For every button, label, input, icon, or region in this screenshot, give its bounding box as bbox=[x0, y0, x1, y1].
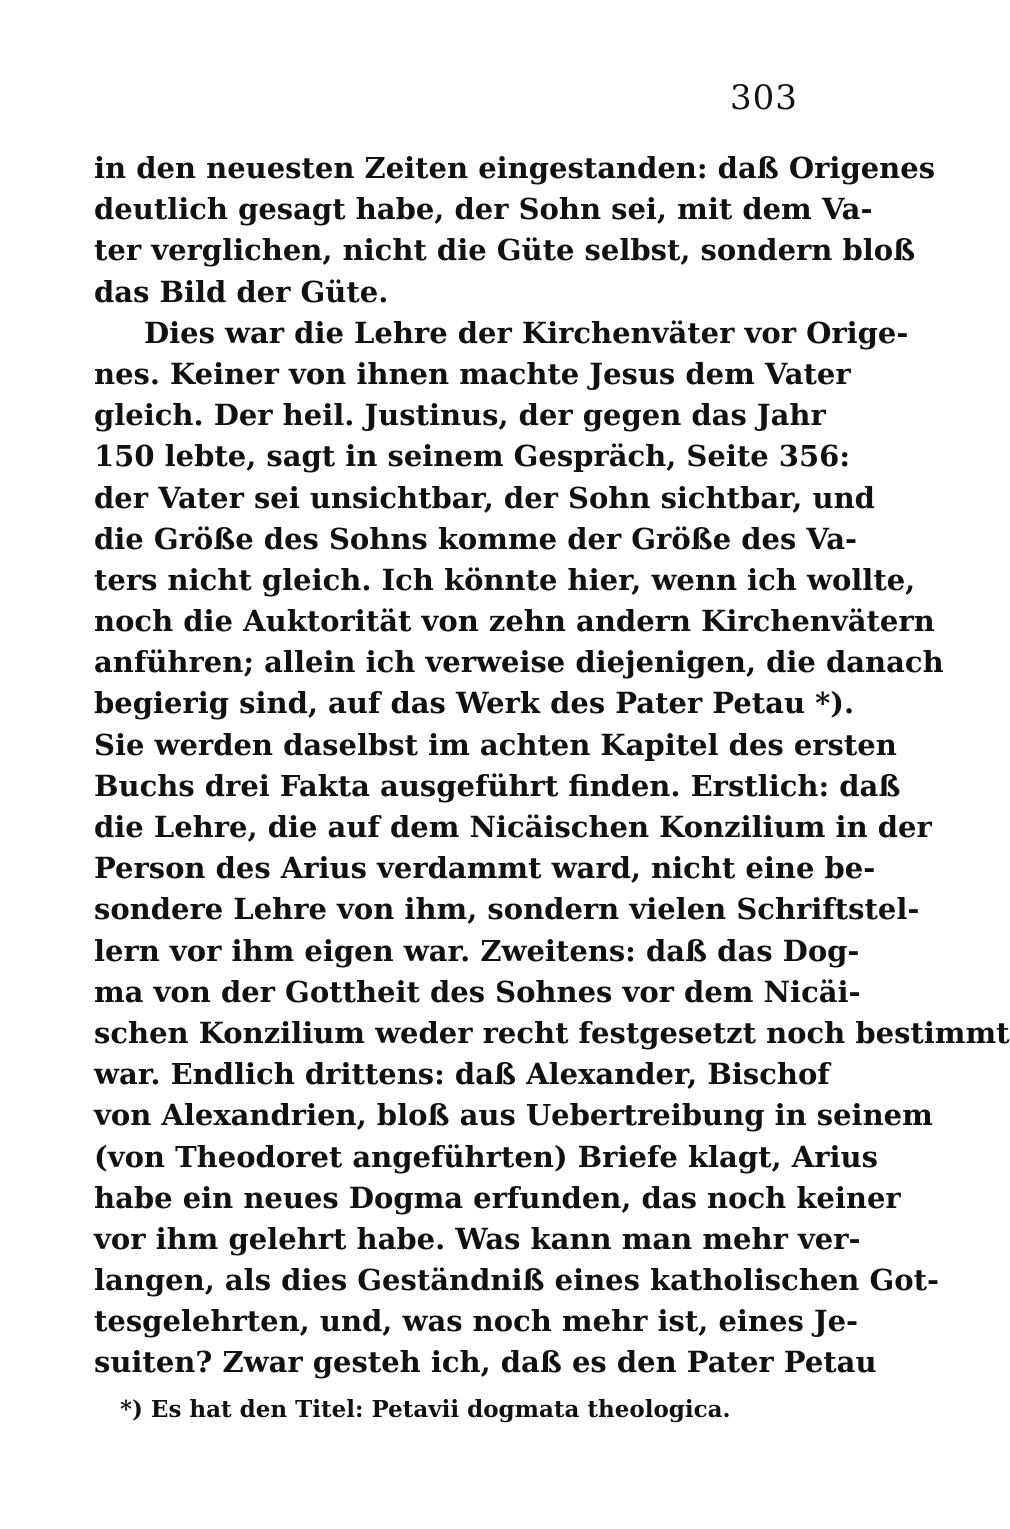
text-line: Buchs drei Fakta ausgeführt finden. Erstlich: daß bbox=[94, 768, 901, 803]
text-line: das Bild der Güte. bbox=[94, 274, 389, 309]
body-text bbox=[94, 148, 1010, 1384]
text-line: ma von der Gottheit des Sohnes vor dem Nicäi- bbox=[94, 974, 861, 1009]
text-line: noch die Auktorität von zehn andern Kirchenvätern bbox=[94, 604, 935, 639]
text-line: Dies war die Lehre der Kirchenväter vor Orige- bbox=[144, 315, 909, 350]
text-line: in den neuesten Zeiten eingestanden: daß Origenes bbox=[94, 151, 936, 185]
text-line: (von Theodoret angeführten) Briefe klagt, Arius bbox=[94, 1139, 878, 1174]
text-line: 150 lebte, sagt in seinem Gespräch, Seite 356: bbox=[94, 439, 851, 474]
text-line: Person des Arius verdammt ward, nicht eine be- bbox=[94, 851, 876, 886]
page-number: 303 bbox=[730, 78, 798, 118]
text-line: anführen; allein ich verweise diejenigen, die danach bbox=[94, 645, 944, 680]
text-line: war. Endlich drittens: daß Alexander, Bischof bbox=[94, 1057, 830, 1092]
text-line: Sie werden daselbst im achten Kapitel des ersten bbox=[94, 727, 897, 762]
text-line: schen Konzilium weder recht festgesetzt noch bestimmt bbox=[94, 1015, 1010, 1050]
footnote: *) Es hat den Titel: Petavii dogmata theologica. bbox=[120, 1396, 731, 1423]
text-line: ters nicht gleich. Ich könnte hier, wenn ich wollte, bbox=[94, 562, 916, 597]
text-line: habe ein neues Dogma erfunden, das noch keiner bbox=[94, 1180, 901, 1215]
text-line: ter verglichen, nicht die Güte selbst, sondern bloß bbox=[94, 233, 916, 268]
text-line: suiten? Zwar gesteh ich, daß es den Pater Petau bbox=[94, 1345, 877, 1380]
text-line: lern vor ihm eigen war. Zweitens: daß das Dog- bbox=[94, 933, 860, 968]
text-line: die Lehre, die auf dem Nicäischen Konzilium in der bbox=[94, 810, 932, 844]
text-line: sondere Lehre von ihm, sondern vielen Schriftstel- bbox=[94, 892, 920, 927]
text-line: vor ihm gelehrt habe. Was kann man mehr ver- bbox=[94, 1221, 861, 1256]
text-line: von Alexandrien, bloß aus Uebertreibung in seinem bbox=[94, 1098, 933, 1133]
text-line: langen, als dies Geständniß eines katholischen Got- bbox=[94, 1263, 940, 1298]
text-line: begierig sind, auf das Werk des Pater Petau *). bbox=[94, 686, 855, 721]
text-line: tesgelehrten, und, was noch mehr ist, eines Je- bbox=[94, 1304, 859, 1339]
text-line: gleich. Der heil. Justinus, der gegen das Jahr bbox=[94, 398, 826, 433]
text-line: nes. Keiner von ihnen machte Jesus dem Vater bbox=[94, 356, 851, 391]
text-line: die Größe des Sohns komme der Größe des Va- bbox=[94, 521, 858, 556]
text-line: deutlich gesagt habe, der Sohn sei, mit dem Va- bbox=[94, 192, 873, 227]
text-line: der Vater sei unsichtbar, der Sohn sichtbar, und bbox=[94, 480, 875, 515]
